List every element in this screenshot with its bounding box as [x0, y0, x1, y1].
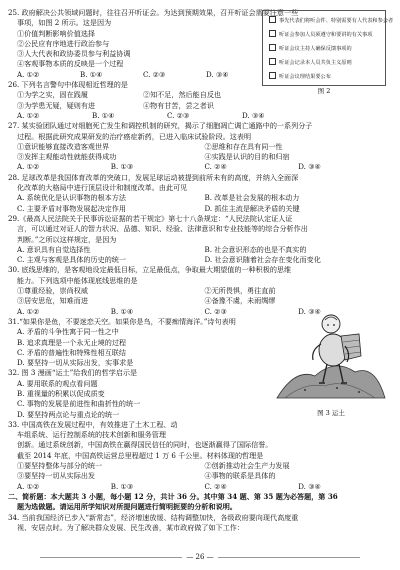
figure-2-item-5-text: 听证会议理结果要公布 — [279, 74, 331, 80]
q28-stem-line2: 化改革的大格局中进行顶层设计和制度改革。由此可见 — [17, 183, 188, 193]
q27-statement-3: ③发挥主观能动性就能获得成功 — [17, 152, 117, 162]
q31-stem: 31.“如果你是鱼，不要迷恋天空。如果你是鸟，不要痴情海洋。”诗句表明 — [8, 316, 236, 326]
q27-options — [8, 162, 392, 172]
checkbox-icon — [269, 16, 276, 23]
question-27 — [8, 121, 392, 172]
q27-statement-1: ①意识能够直接改造客观世界 — [17, 141, 110, 151]
question-32 — [8, 368, 283, 419]
q33-option-a[interactable]: A. ①② — [17, 481, 40, 491]
q26-option-b[interactable]: B. ①④ — [92, 110, 115, 120]
q27-stem-line1: 27. 某实验团队通过对细胞死亡发生和调控机制的研究，揭示了细胞凋亡调亡通路中的一系列分子 — [8, 121, 313, 131]
q34-stem-line1: 34. 当前我国经济已步入“新常态”，经济增速放缓、结构调整加快，各级政府要向现代高度重 — [8, 512, 299, 522]
q34-stem-line2: 视、安居点时。为了解决群众发展、民生改善，某市政府做了如下工作： — [17, 522, 244, 532]
q33-statement-1: ①要坚持整体与部分的统一 — [17, 461, 103, 471]
q33-stem-line2: 车组系统、运行控制系统的技术创新和服务管理 — [17, 430, 166, 440]
q33-stem-line3: 创新。通过系统创新，中国高铁在赢得国民信任的同时，也逐渐赢得了国际信誉。 — [17, 440, 273, 450]
checkbox-icon — [269, 30, 276, 37]
q26-options — [8, 111, 317, 121]
section-2-line2: 题为选做题。请运用所学知识对所提问题进行简明扼要的分析和说明。 — [17, 502, 237, 512]
figure-2-box — [262, 10, 394, 86]
q25-options — [8, 70, 269, 80]
page-number: — 26 — — [182, 553, 217, 561]
q33-stem-line4: 截至 2014 年底，中国高铁运营总里程超过 1 万 6 千公里。材料体现的哲理是 — [17, 450, 264, 460]
q33-option-c[interactable]: C. ②④ — [204, 481, 227, 491]
q26-option-c[interactable]: C. ②③ — [167, 110, 190, 120]
question-28 — [8, 173, 392, 214]
q31-option-b[interactable]: B. 追求真理是一个永无止境的过程 — [17, 337, 127, 347]
question-33 — [8, 420, 392, 492]
q33-stem-line1: 33. 中国高铁在发展过程中，有效推进了土木工程、动 — [8, 419, 178, 429]
q31-option-c[interactable]: C. 矛盾的普遍性和特殊性相互联结 — [17, 347, 126, 357]
q30-stem-line1: 30. 底线思维的，是客观地设定最低目标，立足最低点，争取最大期望值的一种积极的思维 — [8, 265, 292, 275]
q30-statements-row1 — [8, 286, 392, 296]
q27-stem-line2: 过程。根据此研究成果研发的治疗癌症新药，已进入临床试验阶段。这表明 — [17, 131, 252, 141]
figure-2-item-3-text: 听证会议主持人确保反馈事项的 — [279, 46, 352, 52]
q33-options — [8, 482, 392, 492]
q25-statement-2: ②公民应有序地进行政治参与 — [17, 38, 110, 48]
q30-statement-2: ②无所畏惧，勇往直前 — [204, 286, 276, 296]
q30-statement-3: ③居安思危，知难而进 — [17, 296, 88, 306]
q30-option-b[interactable]: B. ①④ — [110, 306, 134, 316]
question-29 — [8, 214, 392, 265]
q28-option-d[interactable]: D. 抓住主流是解决矛盾的关键 — [204, 203, 300, 213]
q33-option-d[interactable]: D. ③④ — [298, 481, 321, 491]
q32-option-a[interactable]: A. 要用联系的观点看问题 — [17, 378, 98, 388]
figure-2-item-1-text: 事先代表们将听会件、特别需要有人代表和参会者 — [279, 18, 394, 24]
q33-statements-row2 — [8, 471, 392, 481]
q28-stem-line1: 28. 足球改革是我国体育改革的突破口，发展足球运动被提到前所未有的高度，并纳入全面深 — [8, 172, 299, 182]
q26-statements-row2 — [8, 101, 269, 111]
q26-stem: 26. 下列名言警句中体现相近哲理的是 — [8, 80, 128, 90]
figure-3 — [275, 298, 387, 418]
q29-option-a[interactable]: A. 意识具有自觉选择性 — [17, 244, 91, 254]
q27-option-d[interactable]: D. ③④ — [298, 162, 321, 172]
q25-statement-1: ①价值判断影响价值选择 — [17, 28, 96, 38]
q26-option-d[interactable]: D. ③④ — [242, 110, 265, 120]
q25-stem-line1: 25. 政府解决公共领域问题时，往往召开听证会。为达到预期效果，召开听证会需要注意一些 — [8, 8, 299, 17]
q25-option-a[interactable]: A. ①② — [17, 69, 40, 79]
q27-statement-4: ④实践是认识的目的和归宿 — [204, 152, 290, 162]
q32-option-d[interactable]: D. 要坚持两点论与重点论的统一 — [17, 409, 120, 419]
q32-option-b[interactable]: B. 重视量的积累以促成质变 — [17, 388, 105, 398]
q27-statements-row1 — [8, 142, 392, 152]
q25-option-d[interactable]: D. ③④ — [206, 69, 229, 79]
q28-options-row1 — [8, 193, 392, 203]
q25-option-b[interactable]: B. ①④ — [80, 69, 103, 79]
q30-stem-line2: 能力。下列选项中能体现底线思维的是 — [17, 275, 138, 285]
checkbox-icon — [269, 58, 276, 65]
cartoon-illustration — [275, 298, 387, 406]
q29-stem-line1: 29.《最高人民法院关于民事诉讼证据的若干规定》第七十八条规定：“人民法院认定证人证 — [8, 213, 293, 223]
figure-2-item-4 — [269, 58, 352, 67]
q28-options-row2 — [8, 204, 392, 214]
figure-2-item-2 — [269, 30, 372, 39]
q28-option-c[interactable]: C. 主要矛盾对事物发展起决定作用 — [17, 203, 126, 213]
q29-options-row1 — [8, 245, 392, 255]
q25-statement-4: ④客观事物本质的反映是一个过程 — [17, 59, 124, 69]
question-31 — [8, 317, 283, 368]
q31-option-d[interactable]: D. 要坚持一切从实际出发，实事求是 — [17, 358, 134, 368]
checkbox-icon — [269, 72, 276, 79]
q33-statement-2: ②创新推动社会生产力发展 — [204, 461, 290, 471]
q30-option-c[interactable]: C. ②③ — [204, 306, 227, 316]
q29-options-row2 — [8, 255, 392, 265]
figure-3-caption: 图 3 运土 — [317, 409, 345, 417]
q29-option-d[interactable]: D. 社会意识随着社会存在变化而变化 — [204, 255, 321, 265]
q27-option-b[interactable]: B. ①③ — [110, 162, 134, 172]
q28-option-b[interactable]: B. 改革是社会发展的根本动力 — [204, 193, 300, 203]
section-2-header — [8, 492, 392, 513]
q33-option-b[interactable]: B. ①③ — [110, 481, 134, 491]
q27-statement-2: ②思维和存在具有同一性 — [204, 141, 283, 151]
q27-option-a[interactable]: A. ①② — [17, 162, 40, 172]
figure-2 — [262, 10, 394, 96]
q27-option-c[interactable]: C. ②④ — [204, 162, 227, 172]
q26-statements-row1 — [8, 90, 269, 100]
q32-option-c[interactable]: C. 事物的发展是前进性和曲折性的统一 — [17, 399, 141, 409]
q25-statement-3: ③人大代表和政协委员参与利益协调 — [17, 49, 131, 59]
q27-statements-row2 — [8, 152, 392, 162]
section-2-line1: 二、简析题：本大题共 3 小题，每小题 12 分，共计 36 分。其中第 34 题、第 35 题为必答题，第 36 — [8, 491, 338, 501]
q29-stem-line2: 言，可以通过对证人的智力状况、品德、知识、经验、法律意识和专业技能等的综合分析作出 — [17, 224, 308, 234]
q30-option-a[interactable]: A. ①② — [17, 306, 40, 316]
figure-2-item-5 — [269, 72, 331, 81]
question-34 — [8, 513, 392, 534]
q28-option-a[interactable]: A. 系统优化是认识事物的根本方法 — [17, 193, 126, 203]
q30-option-d[interactable]: D. ③④ — [298, 306, 321, 316]
q25-option-c[interactable]: C. ②③ — [143, 69, 166, 79]
q30-statement-4: ④备豫不虞，未雨绸缪 — [204, 296, 276, 306]
q26-statement-3: ③为学患无疑，疑则有进 — [17, 100, 96, 110]
figure-2-item-3 — [269, 44, 352, 53]
q33-statement-3: ③要坚持一切从实际出发 — [17, 471, 96, 481]
q29-option-c[interactable]: C. 主观与客观是具体的历史的统一 — [17, 255, 126, 265]
figure-2-item-2-text: 听证会参加人员须遵守和要讲的有关事项 — [279, 32, 373, 38]
page-footer — [0, 552, 400, 562]
q33-statements-row1 — [8, 461, 392, 471]
q26-option-a[interactable]: A. ①② — [17, 110, 40, 120]
figure-2-item-4-text: 听证会记录本人员共负主义原则 — [279, 60, 352, 66]
q26-statement-1: ①为学之实，固在践履 — [17, 90, 88, 100]
q26-statement-2: ②知不足，然后能自反也 — [143, 90, 222, 100]
figure-2-item-1 — [269, 16, 393, 25]
q33-statement-4: ④事物的联系是具体的 — [204, 471, 276, 481]
q29-option-b[interactable]: B. 社会意识形态的也是不真实的 — [204, 244, 307, 254]
q25-stem-line2: 事项，如图 2 所示。这是因为 — [17, 18, 112, 28]
q29-stem-line3: 判断。”之所以这样规定，是因为 — [17, 234, 117, 244]
q32-stem: 32. 图 3 漫画“运土”给我们的哲学启示是 — [8, 368, 138, 378]
q26-statement-4: ④物有甘苦，尝之者识 — [143, 100, 214, 110]
checkbox-icon — [269, 44, 276, 51]
q30-statement-1: ①尊重经验，崇尚权威 — [17, 286, 88, 296]
q31-option-a[interactable]: A. 矛盾的斗争性寓于同一性之中 — [17, 327, 119, 337]
figure-2-caption: 图 2 — [317, 87, 331, 95]
